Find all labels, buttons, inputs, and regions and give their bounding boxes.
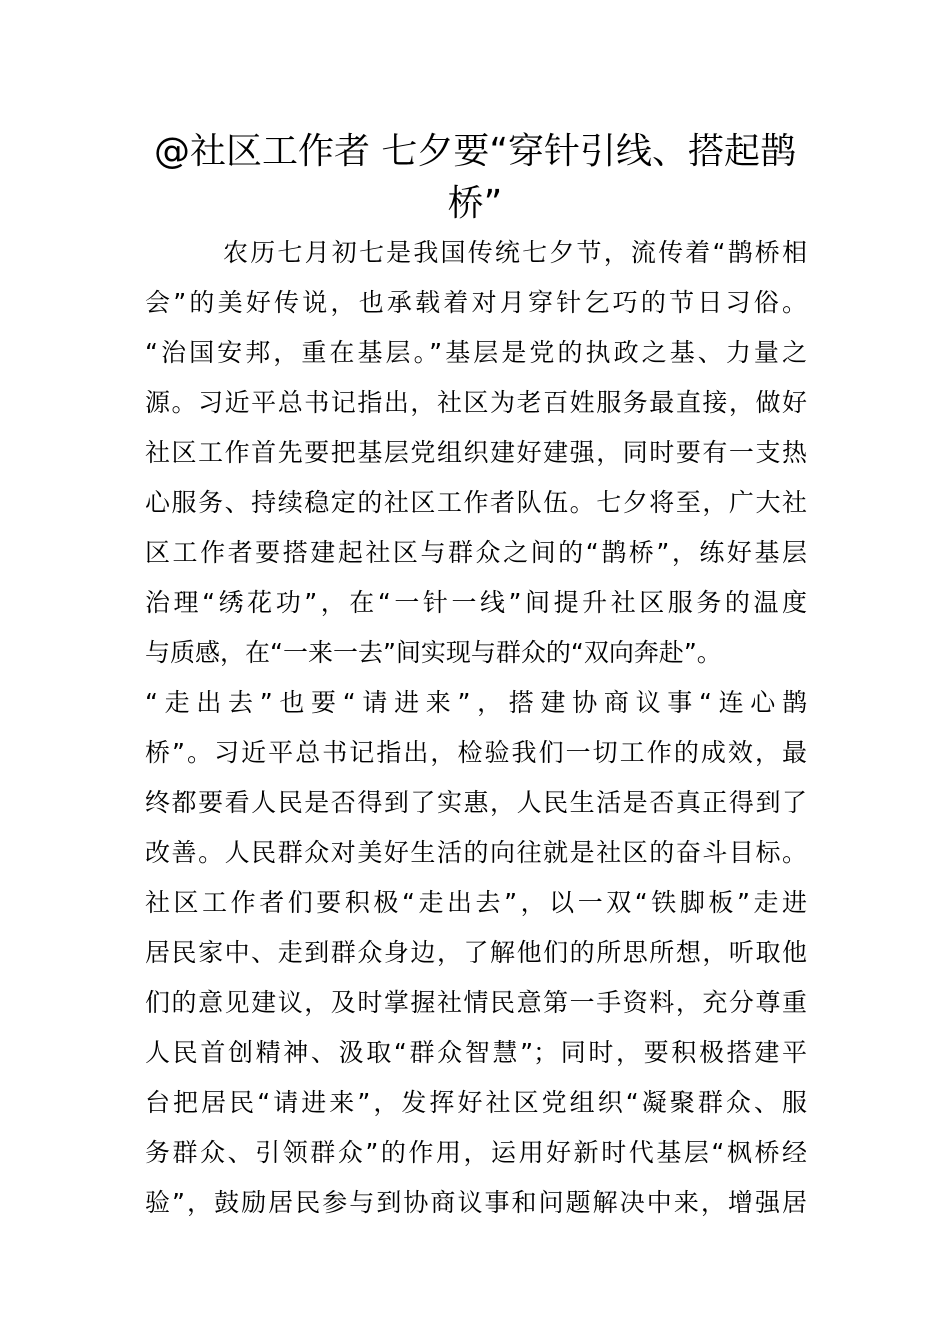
body-line: “走出去”也要“请进来”，搭建协商议事“连心鹊 bbox=[145, 688, 807, 717]
body-line: 与质感，在“一来一去”间实现与群众的“双向奔赴”。 bbox=[145, 638, 722, 667]
body-line: 验”，鼓励居民参与到协商议事和问题解决中来，增强居 bbox=[145, 1188, 807, 1217]
body-line: 台把居民“请进来”，发挥好社区党组织“凝聚群众、服 bbox=[145, 1088, 807, 1117]
body-line: 桥”。习近平总书记指出，检验我们一切工作的成效，最 bbox=[145, 738, 807, 767]
body-line: 人民首创精神、汲取“群众智慧”；同时，要积极搭建平 bbox=[145, 1038, 807, 1067]
body-line: 区工作者要搭建起社区与群众之间的“鹊桥”，练好基层 bbox=[145, 538, 807, 567]
body-line: 务群众、引领群众”的作用，运用好新时代基层“枫桥经 bbox=[145, 1138, 807, 1167]
body-line: 心服务、持续稳定的社区工作者队伍。七夕将至，广大社 bbox=[145, 488, 807, 517]
body-line: 治理“绣花功”，在“一针一线”间提升社区服务的温度 bbox=[145, 588, 807, 617]
title-line-1: @社区工作者 七夕要“穿针引线、搭起鹊 bbox=[153, 131, 797, 172]
body-line: 们的意见建议，及时掌握社情民意第一手资料，充分尊重 bbox=[145, 988, 807, 1017]
body-line: 改善。人民群众对美好生活的向往就是社区的奋斗目标。 bbox=[145, 838, 807, 867]
body-line: 社区工作者们要积极“走出去”，以一双“铁脚板”走进 bbox=[145, 888, 807, 917]
body-line: “治国安邦，重在基层。”基层是党的执政之基、力量之 bbox=[145, 338, 807, 367]
body-line: 社区工作首先要把基层党组织建好建强，同时要有一支热 bbox=[145, 438, 807, 467]
title-line-2: 桥” bbox=[447, 183, 503, 224]
body-line: 会”的美好传说，也承载着对月穿针乞巧的节日习俗。 bbox=[145, 288, 807, 317]
body-line: 终都要看人民是否得到了实惠，人民生活是否真正得到了 bbox=[145, 788, 807, 817]
body-line: 居民家中、走到群众身边，了解他们的所思所想，听取他 bbox=[145, 938, 807, 967]
article-body bbox=[145, 228, 807, 1228]
body-line: 源。习近平总书记指出，社区为老百姓服务最直接，做好 bbox=[145, 388, 807, 417]
article-title bbox=[145, 126, 805, 230]
body-line: 农历七月初七是我国传统七夕节，流传着“鹊桥相 bbox=[223, 238, 807, 267]
